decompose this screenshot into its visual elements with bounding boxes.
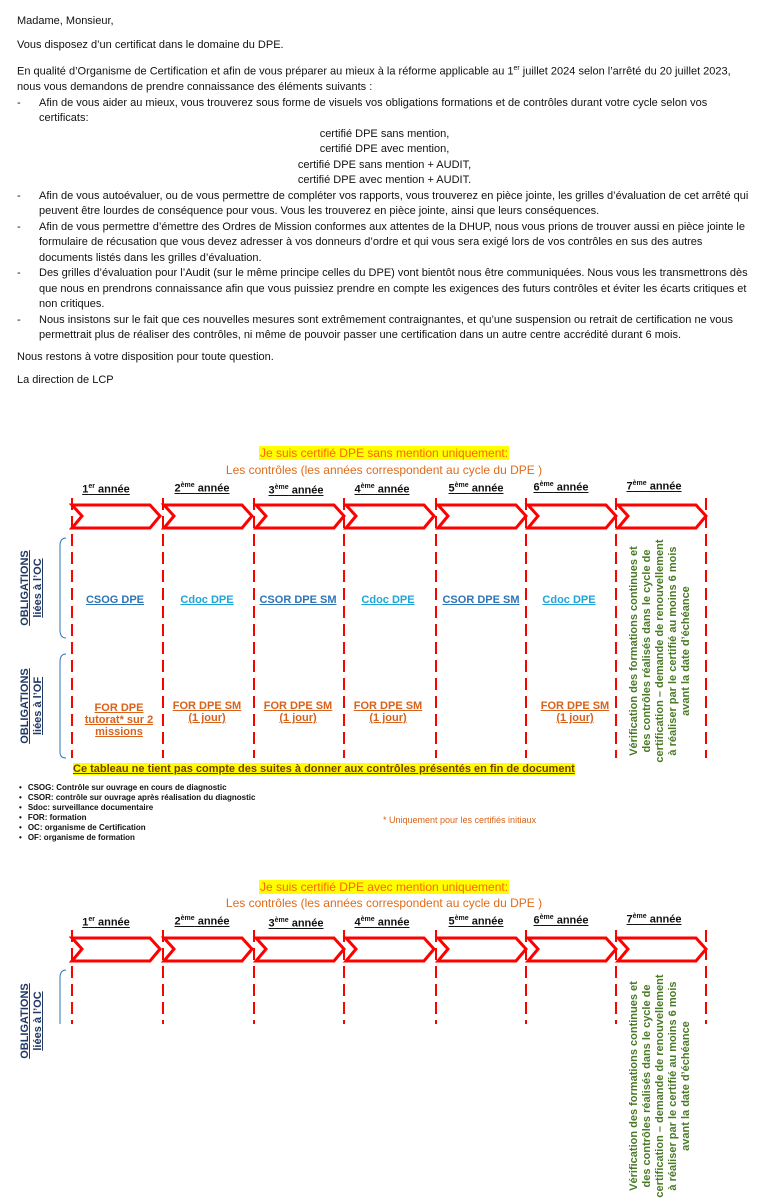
year-arrow-2 (164, 505, 252, 528)
greeting: Madame, Monsieur, (17, 15, 114, 27)
oc-cell-4: Cdoc DPE (361, 594, 415, 606)
legend-item: • OF: organisme de formation (19, 833, 255, 843)
intro: Vous disposez d’un certificat dans le domaine du DPE. (17, 38, 284, 51)
footnote: * Uniquement pour les certifiés initiaux (383, 815, 537, 825)
diagram1-title: Je suis certifié DPE sans mention uniquement: (259, 446, 509, 460)
bullet-4: - Des grilles d’évaluation pour l’Audit (sur le même principe celles du DPE) vont bientôt nous être communiquées. Nous vous les transmettrons dès que nous en prendrons connaissance afin que vous puissiez prendre en compte les exigences des futurs contrôles et éviter les écarts critiques et non critiques. (17, 267, 748, 311)
diagram2-clip (0, 965, 768, 1198)
year-7: 7ème année (626, 480, 682, 493)
legend-item: • CSOR: contrôle sur ouvrage après réalisation du diagnostic (19, 793, 255, 803)
paragraph-1: En qualité d’Organisme de Certification et afin de vous préparer au mieux à la réforme applicable au 1er juillet 2024 selon l’arrêté du 20 juillet 2023, nous vous demandons de prendre connaissance des éléments suivants : (17, 65, 731, 94)
diagram1-note: Ce tableau ne tient pas compte des suites à donner aux contrôles présentés en fin de document (73, 763, 575, 775)
year-4: 4ème année (354, 483, 410, 496)
oc-row-label: OBLIGATIONS liées à l’OC (19, 550, 44, 626)
oc-bracket (60, 538, 66, 638)
oc-cell-2: Cdoc DPE (180, 594, 234, 606)
legend-item: • CSOG: Contrôle sur ouvrage en cours de diagnostic (19, 783, 255, 793)
diagram1-subtitle: Les contrôles (les années correspondent au cycle du DPE ) (225, 463, 543, 477)
of-cell-1: FOR DPE tutorat* sur 2 missions (84, 702, 154, 738)
legend-item: • OC: organisme de Certification (19, 823, 255, 833)
year7-verification-text: Vérification des formations continues et des contrôles réalisés dans le cycle de certification – demande de renouvellement à réaliser par le certifié au moins 6 mois avant la date d’échéance (628, 539, 692, 763)
year-2: 2ème année (174, 482, 230, 495)
legend-item: • FOR: formation (19, 813, 255, 823)
of-row-label: OBLIGATIONS liées à l’OF (19, 668, 44, 744)
year-arrow-5 (438, 505, 526, 528)
oc-cell-5: CSOR DPE SM (442, 594, 520, 606)
year-5: 5ème année (448, 915, 504, 928)
year-3: 3ème année (268, 917, 324, 930)
bullet-1: - Afin de vous aider au mieux, vous trouverez sous forme de visuels vos obligations formations et de contrôles durant votre cycle selon vos certificats: (17, 96, 708, 125)
legend-item: • Sdoc: surveillance documentaire (19, 803, 255, 813)
of-cell-3: FOR DPE SM (1 jour) (263, 700, 333, 724)
cert-list: certifié DPE sans mention, certifié DPE avec mention, certifié DPE sans mention + AUDIT, certifié DPE avec mention + AUDIT. (297, 127, 472, 187)
year-arrow-7 (618, 505, 706, 528)
year-7: 7ème année (626, 913, 682, 926)
oc-cell-6: Cdoc DPE (542, 594, 596, 606)
diagram2-subtitle: Les contrôles (les années correspondent au cycle du DPE ) (225, 896, 543, 910)
year-1: 1er année (82, 483, 130, 496)
year-arrow-1 (72, 505, 160, 528)
year-5: 5ème année (448, 482, 504, 495)
oc-cell-1: CSOG DPE (85, 594, 145, 606)
year-6: 6ème année (533, 914, 589, 927)
bullet-5: - Nous insistons sur le fait que ces nouvelles mesures sont extrêmement contraignantes, et qu’une suspension ou retrait de certification ne vous permettrait plus de réaliser des contrôles, ni même de pouvoir passer une certification dans un autre centre accrédité durant 6 mois. (17, 313, 733, 342)
diagram2-title: Je suis certifié DPE avec mention uniquement: (259, 880, 509, 894)
year-arrow-6 (528, 505, 616, 528)
year-4: 4ème année (354, 916, 410, 929)
of-cell-2: FOR DPE SM (1 jour) (172, 700, 242, 724)
signature: La direction de LCP (17, 374, 114, 387)
bullet-3: - Afin de vous permettre d’émettre des Ordres de Mission conformes aux attentes de la DHUP, nous vous prions de trouver aussi en pièce jointe le formulaire de récusation que vous devez adresser à vos donneurs d’ordre et qui vous sera exigé lors de vos contrôles en sus des autres documents listés dans les grilles d’évaluation. (17, 220, 745, 264)
bullet-2: - Afin de vous autoévaluer, ou de vous permettre de compléter vos rapports, vous trouverez en pièce jointe, les grilles d’évaluation de cet arrêté qui peuvent être lourdes de conséquence pour vous. Vous les trouverez en pièce jointe, ainsi que leurs conséquences. (17, 189, 749, 218)
year-3: 3ème année (268, 484, 324, 497)
year-arrow-3 (256, 505, 344, 528)
diagram2-oc-row-label: OBLIGATIONS liées à l’OC (19, 983, 44, 1059)
closing: Nous restons à votre disposition pour toute question. (17, 350, 274, 363)
of-bracket (60, 654, 66, 758)
year-1: 1er année (82, 916, 130, 929)
of-cell-6: FOR DPE SM (1 jour) (540, 700, 610, 724)
legend (19, 783, 255, 843)
letter (17, 14, 752, 397)
oc-cell-3: CSOR DPE SM (259, 594, 337, 606)
year-2: 2ème année (174, 915, 230, 928)
of-cell-4: FOR DPE SM (1 jour) (353, 700, 423, 724)
year-arrow-4 (346, 505, 434, 528)
year-6: 6ème année (533, 481, 589, 494)
diagram2-year7-text: Vérification des formations continues et des contrôles réalisés dans le cycle de certification – demande de renouvellement à réaliser par le certifié au moins 6 mois avant la date d’échéance (628, 974, 692, 1198)
